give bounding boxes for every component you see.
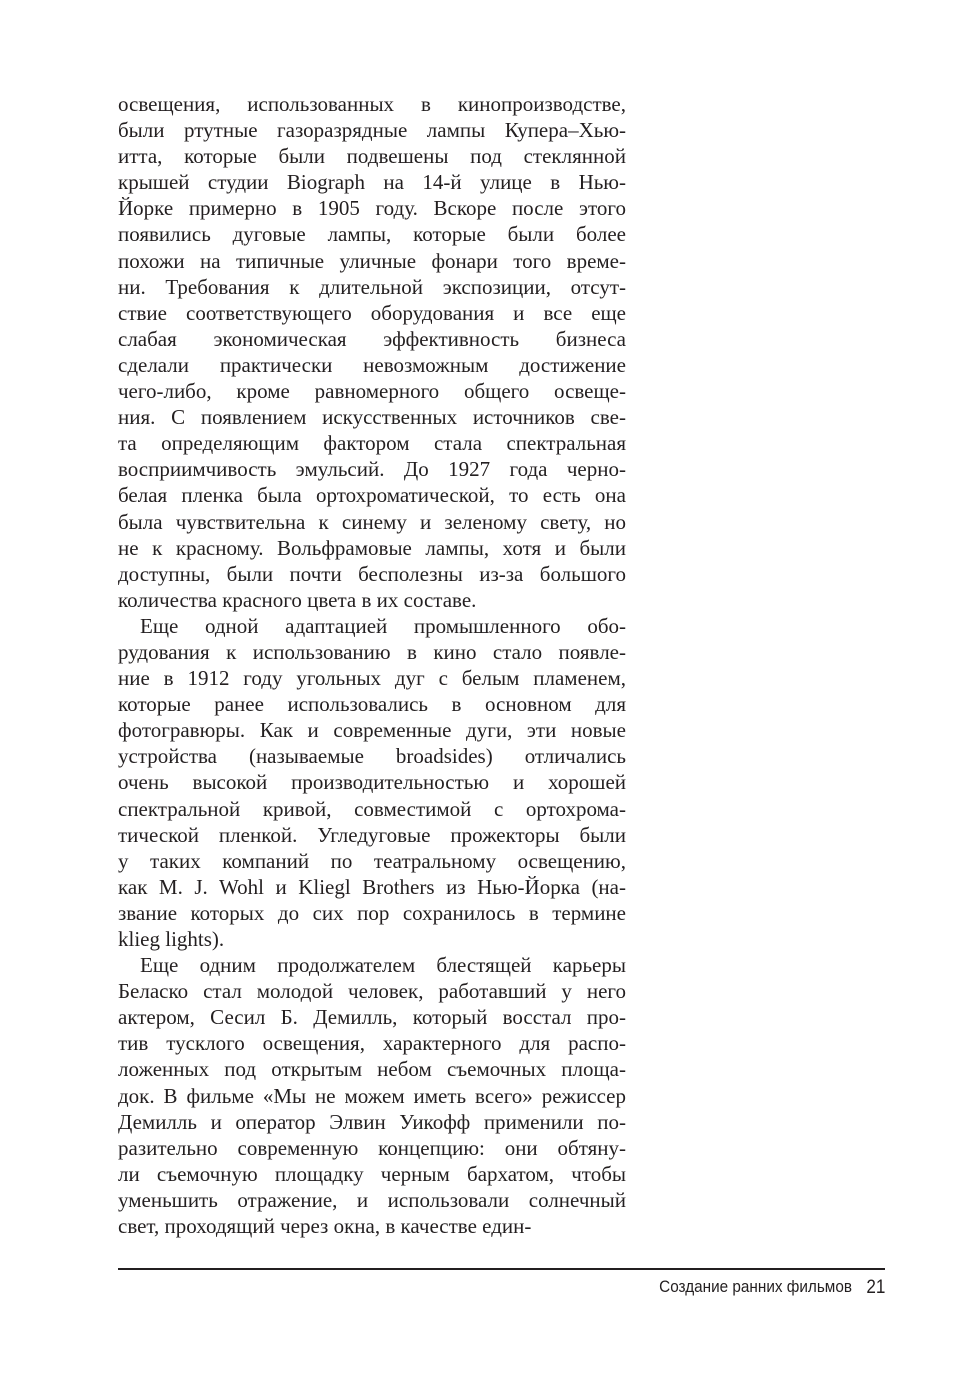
text-line: Еще одним продолжателем блестящей карьеры bbox=[140, 953, 626, 978]
text-line: у таких компаний по театральному освещению, bbox=[118, 848, 626, 873]
text-line: звание которых до сих пор сохранилось в термине bbox=[118, 900, 626, 925]
text-line: ложенных под открытым небом съемочных площа- bbox=[118, 1057, 626, 1082]
text-line: фотогравюры. Как и современные дуги, эти новые bbox=[118, 718, 626, 743]
text-line: была чувствительна к синему и зеленому свету, но bbox=[118, 509, 626, 534]
text-line: освещения, использованных в кинопроизводстве, bbox=[118, 92, 626, 116]
text-line: тив тусклого освещения, характерного для распо- bbox=[118, 1031, 626, 1056]
text-line: рудования к использованию в кино стало появле- bbox=[118, 639, 626, 664]
text-line: не к красному. Вольфрамовые лампы, хотя и были bbox=[118, 535, 626, 560]
text-line: сделали практически невозможным достижение bbox=[118, 352, 626, 377]
paragraph bbox=[118, 952, 626, 1239]
running-title: Создание ранних фильмов bbox=[658, 1277, 852, 1296]
body-text bbox=[118, 91, 626, 1239]
text-line: свет, проходящий через окна, в качестве един- bbox=[118, 1214, 532, 1239]
text-line: klieg lights). bbox=[118, 927, 225, 951]
text-line: которые ранее использовались в основном для bbox=[118, 692, 626, 717]
text-line: Демилль и оператор Элвин Уикофф применили по- bbox=[118, 1109, 626, 1134]
text-line: доступны, были почти бесполезны из-за большого bbox=[118, 561, 626, 586]
text-line: Беласко стал молодой человек, работавший у него bbox=[118, 979, 626, 1004]
text-line: появились дуговые лампы, которые были более bbox=[118, 222, 626, 247]
text-line: крышей студии Biograph на 14-й улице в Нью- bbox=[118, 170, 626, 195]
text-line: слабая экономическая эффективность бизнеса bbox=[118, 326, 626, 351]
text-line: были ртутные газоразрядные лампы Купера–Хью- bbox=[118, 118, 626, 143]
text-line: тической пленкой. Угледуговые прожекторы были bbox=[118, 822, 626, 847]
text-line: ни. Требования к длительной экспозиции, отсут- bbox=[118, 274, 626, 299]
paragraph bbox=[118, 91, 626, 613]
text-line: спектральной кривой, совместимой с ортохрома- bbox=[118, 796, 626, 821]
text-line: восприимчивость эмульсий. До 1927 года черно- bbox=[118, 457, 626, 482]
text-line: ние в 1912 году угольных дуг с белым пламенем, bbox=[118, 666, 626, 691]
text-line: как M. J. Wohl и Kliegl Brothers из Нью-Йорка (на- bbox=[118, 874, 626, 899]
text-line: очень высокой производительностью и хорошей bbox=[118, 770, 626, 795]
text-line: Йорке примерно в 1905 году. Вскоре после этого bbox=[118, 196, 626, 221]
page-footer bbox=[659, 1277, 885, 1299]
text-line: Еще одной адаптацией промышленного обо- bbox=[140, 613, 626, 638]
text-line: ли съемочную площадку черным бархатом, чтобы bbox=[118, 1161, 626, 1186]
text-line: разительно современную концепцию: они обтяну- bbox=[118, 1135, 626, 1160]
text-line: белая пленка была ортохроматической, то есть она bbox=[118, 483, 626, 508]
text-line: количества красного цвета в их составе. bbox=[118, 587, 477, 612]
text-line: итта, которые были подвешены под стеклянной bbox=[118, 144, 626, 169]
text-line: актером, Сесил Б. Демилль, который восстал про- bbox=[118, 1005, 626, 1030]
footer-rule bbox=[118, 1268, 885, 1270]
text-line: уменьшить отражение, и использовали солнечный bbox=[118, 1187, 626, 1212]
text-line: ствие соответствующего оборудования и все еще bbox=[118, 300, 626, 325]
text-line: та определяющим фактором стала спектральная bbox=[118, 431, 626, 456]
text-line: док. В фильме «Мы не можем иметь всего» режиссер bbox=[118, 1083, 626, 1108]
paragraph bbox=[118, 613, 626, 952]
text-line: чего-либо, кроме равномерного общего освеще- bbox=[118, 379, 626, 404]
text-line: устройства (называемые broadsides) отличались bbox=[118, 744, 626, 769]
page-number: 21 bbox=[865, 1277, 885, 1298]
text-line: похожи на типичные уличные фонари того време- bbox=[118, 248, 626, 273]
text-line: ния. С появлением искусственных источников све- bbox=[118, 405, 626, 430]
